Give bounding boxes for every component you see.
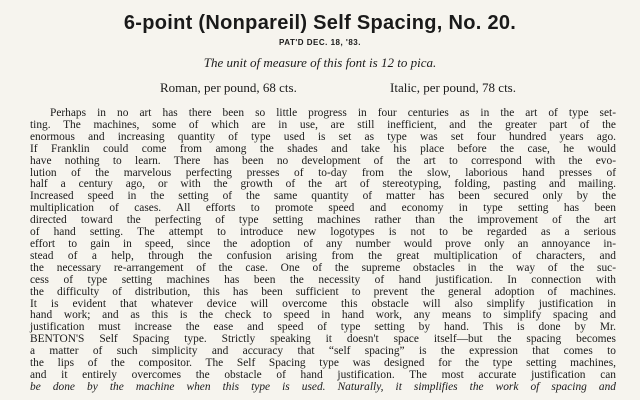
body-line: If Franklin could come from among the shades and take his place before the case, he would (30, 142, 616, 155)
body-line: the necessary re-arrangement of the case. One of the supreme obstacles in the way of the suc- (30, 261, 616, 274)
body-line: Increased speed in the setting of the same quantity of matter has been secured only by the (30, 190, 616, 203)
body-line: ting. The machines, some of which are in use, are still inefficient, and the greater part of the (30, 118, 616, 131)
unit-of-measure-note: The unit of measure of this font is 12 to pica. (203, 55, 437, 70)
roman-price: Roman, per pound, 68 cts. (160, 80, 297, 95)
body-line: have nothing to learn. There has been no development of the art to correspond with the evo- (30, 154, 616, 167)
body-line: a matter of such simplicity and accuracy that “self spacing” is the expression that comes to (30, 345, 616, 358)
body-line: lution of the marvelous perfecting presses of to-day from the slow, laborious hand presses of (30, 166, 616, 179)
body-line: hand work; and as this is the check to speed in hand work, any means to simplify spacing and (30, 309, 616, 322)
body-line: of hand setting. The attempt to introduce new logotypes is not to be regarded as a serious (30, 226, 616, 239)
body-line: and it entirely overcomes the obstacle of hand justification. The most accurate justification can (30, 368, 616, 381)
body-line: BENTON'S Self Spacing type. Strictly speaking it doesn't space itself—but the spacing becomes (30, 333, 616, 346)
page-title: 6-point (Nonpareil) Self Spacing, No. 20. (123, 12, 517, 34)
specimen-body-text (30, 108, 616, 394)
patent-date: PAT'D DEC. 18, '83. (279, 38, 361, 47)
body-line: the difficulty of distribution, this has been sufficient to prevent the general adoption of machines. (30, 285, 616, 298)
body-line: enormous and increasing quantity of type used is set as type was set four hundred years ago. (30, 130, 616, 143)
body-line: the lips of the compositor. The Self Spacing type was designed for the type setting machines, (30, 357, 616, 370)
body-line-italic: be done by the machine when this type is used. Naturally, it simplifies the work of spacing and (30, 380, 616, 393)
body-line: effort to gain in speed, since the adoption of any number would prove only an annoyance in- (30, 237, 616, 250)
italic-price: Italic, per pound, 78 cts. (390, 80, 516, 95)
body-line: directed toward the perfecting of type setting machines rather than the improvement of the art (30, 214, 616, 227)
body-line: stead of a help, through the confusion arising from the great multiplication of characters, and (30, 249, 616, 262)
body-line: It is evident that whatever device will overcome this obstacle will also simplify justification in (30, 297, 616, 310)
body-line: half a century ago, or with the growth of the art of stereotyping, folding, pasting and mailing. (30, 178, 616, 191)
body-line: Perhaps in no art has there been so little progress in four centuries as in the art of type set- (50, 107, 616, 119)
body-line: justification must increase the ease and speed of type setting by hand. This is done by Mr. (30, 321, 616, 334)
body-line: multiplication of cases. All efforts to promote speed and economy in type setting has been (30, 202, 616, 215)
body-line: cess of type setting machines has been the necessity of hand justification. In connection with (30, 273, 616, 286)
